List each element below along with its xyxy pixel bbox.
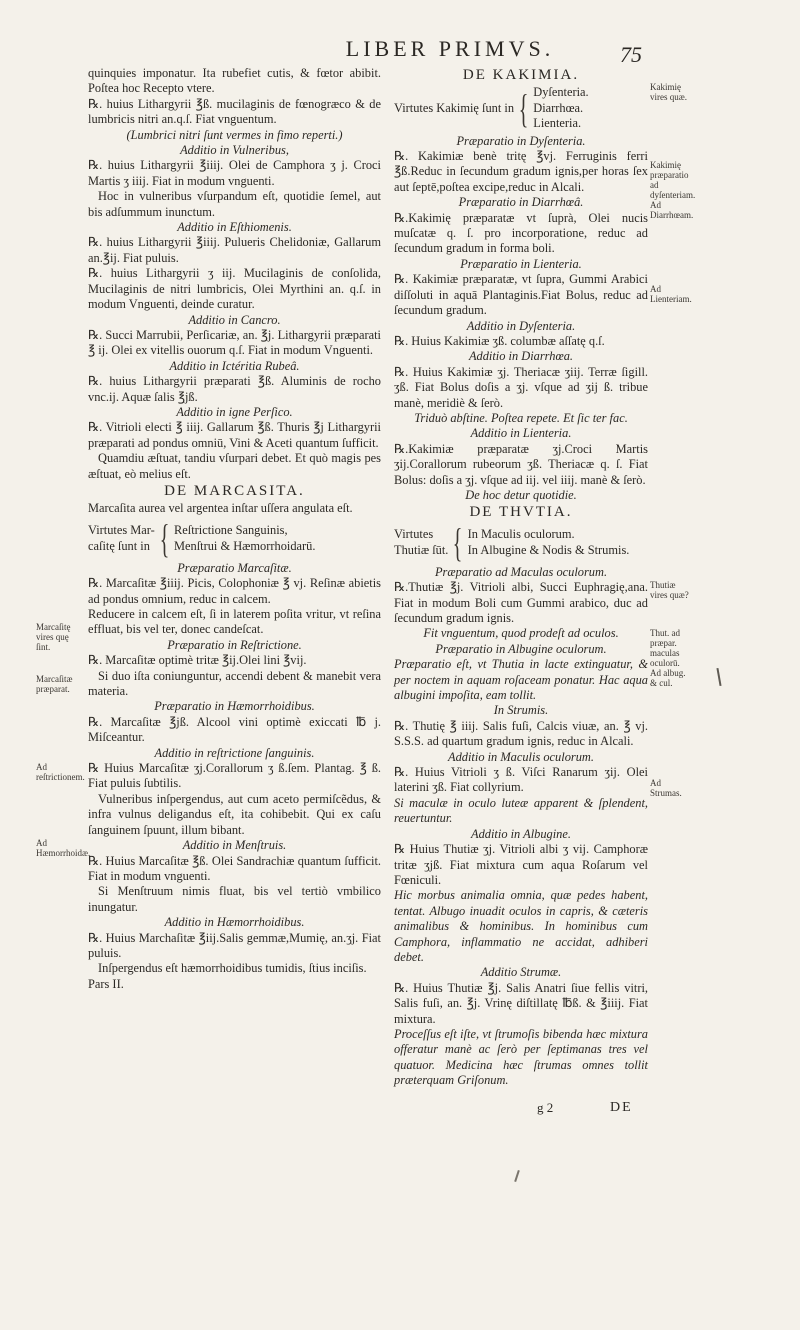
catchword: DE: [610, 1100, 633, 1115]
section-heading: DE MARCASITA.: [164, 482, 305, 499]
subheading: Additio in Hæmorrhoidibus.: [164, 915, 305, 930]
margin-note: Thutiæ vires quæ?: [650, 580, 689, 600]
paragraph: ℞. huius Lithargyrii ℥iiij. Olei de Camphora ʒ j. Croci Martis ʒ iiij. Fiat in modum vnguenti.: [88, 158, 381, 188]
paragraph: ℞. Huius Kakimiæ ʒj. Theriacæ ʒiij. Terræ ſigill. ʒß. Fiat Bolus doſis a ʒj. vſque ad ʒij ß. tribue manè, meridiè & ſerò.: [394, 364, 648, 410]
paragraph: ℞ Huius Thutiæ ʒj. Vitrioli albi ʒ vij. Camphoræ tritæ ʒjß. Fiat mixtura cum aqua Roſarum vel Fœniculi.: [394, 842, 648, 887]
paragraph: ℞. Succi Marrubii, Perſicariæ, an. ℥j. Lithargyrii præparati ℥ ij. Olei ex vitellis ouorum q.ſ. Fiat in modum Vnguenti.: [88, 327, 381, 358]
subheading: Additio in reſtrictione ſanguinis.: [154, 745, 315, 760]
paragraph: ℞. Huius Marchaſitæ ℥iij.Salis gemmæ,Mumię, an.ʒj. Fiat puluis.: [88, 930, 381, 960]
subheading: Præparatio in Albugine oculorum.: [435, 641, 607, 656]
folio-number: 75: [620, 42, 642, 67]
subheading: Additio in Ictéritia Rubeâ.: [169, 358, 300, 373]
brace-label: Thutiæ ſūt.: [394, 542, 449, 557]
margin-note: Ad Hæmorrhoidæ.: [36, 838, 91, 858]
virtues-brace: [394, 85, 648, 131]
brace-item: In Maculis oculorum.: [467, 527, 575, 542]
paragraph: Inſpergendus eſt hæmorrhoidibus tumidis, ſtius inciſis.: [98, 961, 367, 976]
paragraph: ℞. Huius Vitrioli ʒ ß. Viſci Ranarum ʒij. Olei laterini ʒß. Fiat collyrium.: [394, 765, 648, 795]
paragraph: ℞. huius Lithargyrii ℥iiij. Pulueris Chelidoniæ, Gallarum an.℥ij. Fiat puluis.: [88, 235, 381, 265]
subheading: Præparatio in Reſtrictione.: [167, 637, 302, 652]
paragraph: quinquies imponatur. Ita rubefiet cutis, & fœtor abibit. Poſtea hoc Recepto vtere.: [88, 66, 381, 96]
virtues-brace: [88, 515, 381, 561]
brace-item: Menſtrui & Hæmorrhoidarū.: [174, 538, 316, 553]
subheading: Additio in Menſtruis.: [182, 838, 287, 853]
paragraph: ℞. Huius Thutiæ ℥j. Salis Anatri ſiue fellis vitri, Salis fuſi, an. ℥j. Vrinę diſtillatę ℔ß. & ℥iiij. Fiat mixtura.: [394, 980, 648, 1026]
ink-mark: [514, 1170, 520, 1182]
subheading: Additio Strumæ.: [480, 965, 562, 980]
paragraph: ℞. Kakimiæ benè tritę ℥vj. Ferruginis ferri ℥ß.Reduc in ſecundum gradum ignis,per horas ſex aut ſeptē,poſtea excipe,reduc in Alcali.: [394, 149, 648, 194]
paragraph: ℞. Kakimiæ præparatæ, vt ſupra, Gummi Arabici diſſoluti in aquā Plantaginis.Fiat Bolus, reduc ad ſecundum gradum.: [394, 272, 648, 318]
subheading: Præparatio ad Maculas oculorum.: [434, 564, 608, 579]
subheading: Additio in Albugine.: [471, 826, 571, 841]
subheading: Additio in Eſthiomenis.: [177, 220, 292, 235]
subheading: Fit vnguentum, quod prodeſt ad oculos.: [423, 626, 619, 641]
paragraph: ℞.Kakimię præparatæ vt ſuprà, Olei nucis muſcatæ q. ſ. pro incorporatione, reduc ad ſecundum gradum in forma boli.: [394, 210, 648, 256]
subheading: In Strumis.: [493, 703, 549, 718]
subheading: Præparatio in Dyſenteria.: [456, 133, 586, 148]
margin-note: Kakimię præparatio ad dyſenteriam. Ad Diarrhœam.: [650, 160, 696, 220]
margin-note: Thut. ad præpar. maculas oculorū. Ad albug. & cul.: [650, 628, 686, 688]
margin-note: Ad reſtrictionem.: [36, 762, 85, 782]
brace-glyph: {: [453, 519, 463, 565]
paragraph: ℞. Marcaſitæ optimè tritæ ℥ij.Olei lini ℥vij.: [88, 653, 307, 668]
brace-glyph: {: [159, 515, 170, 561]
ink-mark: [716, 668, 721, 686]
subheading: Additio in Dyſenteria.: [466, 318, 576, 333]
subheading: Additio in igne Perſico.: [176, 404, 293, 419]
virtues-brace: [394, 519, 648, 565]
brace-item: Dyſenteria.: [533, 85, 589, 100]
paragraph: Reducere in calcem eſt, ſi in laterem poſita vritur, vt reſina effluat, bis vel ter, donec candeſcat.: [88, 607, 381, 637]
paragraph: Proceſſus eſt iſte, vt ſtrumoſis bibenda hæc mixtura offeratur manè ac ſerò per ſeptimanas tres vel quatuor. Medicina hæc ſtrumas omnes tollit præterquam Griſonum.: [394, 1026, 648, 1088]
running-title: LIBER PRIMVS.: [345, 36, 555, 61]
brace-item: In Albugine & Nodis & Strumis.: [467, 542, 630, 557]
section-heading: DE THVTIA.: [469, 504, 573, 521]
brace-label: Virtutes: [394, 527, 434, 542]
subheading: De hoc detur quotidie.: [465, 487, 577, 502]
paragraph: ℞. Marcaſitæ ℥jß. Alcool vini optimè exiccati ℔ j. Miſceantur.: [88, 714, 381, 745]
paragraph: Si maculæ in oculo luteæ apparent & ſplendent, reuertuntur.: [394, 795, 648, 826]
paragraph: ℞. huius Lithargyrii præparati ℥ß. Aluminis de rocho vnc.ij. Aquæ ſalis ℥jß.: [88, 374, 381, 404]
subheading: Additio in Maculis oculorum.: [448, 749, 594, 764]
paragraph: Hoc in vulneribus vſurpandum eſt, quotidie ſemel, aut bis adſummum inunctum.: [88, 189, 381, 219]
paragraph: Pars II.: [88, 976, 124, 991]
paragraph: ℞. Marcaſitæ ℥iiij. Picis, Colophoniæ ℥ vj. Reſinæ abietis ad pondus omnium, reduc in calcem.: [88, 576, 381, 606]
subheading: Additio in Cancro.: [188, 312, 281, 327]
paragraph: ℞. Vitrioli electi ℥ iiij. Gallarum ℥ß. Thuris ℥j Lithargyrii præparati ad pondus omniū, Vini & Aceti quantum ſufficit.: [88, 420, 381, 450]
paragraph: ℞. Huius Kakimiæ ʒß. columbæ aſſatę q.ſ.: [394, 333, 605, 348]
margin-note: Kakimię vires quæ.: [650, 82, 687, 102]
margin-note: Marcaſitæ præparat.: [36, 674, 73, 694]
paragraph: ℞. Thutię ℥ iiij. Salis fuſi, Calcis viuæ, an. ℥ vj. S.S.S. ad quartum gradum ignis, reduc in Alcali.: [394, 718, 648, 749]
subheading: Præparatio in Lienteria.: [460, 256, 582, 271]
brace-item: Reſtrictione Sanguinis,: [174, 523, 288, 538]
paragraph: Si Menſtruum nimis fluat, bis vel tertiò vmbilico inungatur.: [88, 884, 381, 914]
subheading: Præparatio in Diarrhœâ.: [458, 195, 584, 210]
left-column: [88, 66, 381, 992]
subheading: Additio in Diarrhœa.: [468, 349, 574, 364]
paragraph: Hic morbus animalia omnia, quæ pedes habent, tentat. Albugo inuadit oculos in capris, & cæteris animalibus & hominibus. In hominibus cum Camphora, inflammatio ne accidat, adhiberi debet.: [394, 888, 648, 964]
paragraph: ℞.Thutiæ ℥j. Vitrioli albi, Succi Euphragię,ana. Fiat in modum Boli cum Gummi arabico, duc ad ſecundum gradum ignis.: [394, 580, 648, 625]
paragraph: Præparatio eſt, vt Thutia in lacte extinguatur, & per noctem in aquam roſaceam ponatur. Hac aqua albugini impoſita, eam tollit.: [394, 657, 648, 703]
margin-note: Marcaſitę vires quę ſint.: [36, 622, 71, 652]
subheading: Præparatio in Hæmorrhoidibus.: [154, 699, 315, 714]
paragraph: Quamdiu æſtuat, tandiu vſurpari debet. Et quò magis pes æſtuat, eò melius eſt.: [88, 451, 381, 481]
section-heading: DE KAKIMIA.: [462, 67, 580, 83]
paragraph: Marcaſita aurea vel argentea inſtar uſſera angulata eſt.: [88, 501, 353, 516]
signature-mark: g 2: [537, 1100, 554, 1115]
paragraph: Si duo iſta coniunguntur, accendi debent & manebit vera materia.: [88, 668, 381, 699]
subheading: Triduò abſtine. Poſtea repete. Et ſic ter fac.: [414, 410, 628, 425]
margin-note: Ad Strumas.: [650, 778, 682, 798]
brace-glyph: {: [518, 85, 529, 131]
brace-item: Diarrhœa.: [533, 100, 584, 115]
paragraph: Vulneribus inſpergendus, aut cum aceto permiſcẽdus, & infra vulnus deligandus eſt, ita cohibebit. Qui ex caſu ſanguinem ſpuunt, illum bibant.: [88, 791, 381, 837]
paragraph: ℞. huius Lithargyrii ℥ß. mucilaginis de fœnogræco & de lumbricis nitri an.q.ſ. Fiat vnguentum.: [88, 96, 381, 127]
paragraph: ℞. Huius Marcaſitæ ℥ß. Olei Sandrachiæ quantum ſufficit. Fiat in modum vnguenti.: [88, 853, 381, 883]
brace-label: Virtutes Mar-: [88, 523, 155, 538]
paragraph: ℞ Huius Marcaſitæ ʒj.Corallorum ʒ ß.ſem. Plantag. ℥ ß. Fiat puluis ſubtilis.: [88, 761, 381, 791]
paragraph: ℞. huius Lithargyrii ʒ iij. Mucilaginis de conſolida, Mucilaginis de nitri lumbricis, Olei Myrthini an. q.ſ. in modum Vnguenti, deinde curatur.: [88, 266, 381, 312]
brace-item: Lienteria.: [533, 116, 582, 131]
subheading: Additio in Lienteria.: [470, 426, 572, 441]
brace-label: Virtutes Kakimię ſunt in: [394, 100, 515, 115]
paragraph: ℞.Kakimiæ præparatæ ʒj.Croci Martis ʒij.Corallorum rubeorum ʒß. Theriacæ q. ſ. Fiat Bolus: doſis a ʒj. vſque ad iij. vel iiij. manè & ſerò.: [394, 441, 648, 487]
right-column: [394, 66, 648, 1089]
margin-note: Ad Lienteriam.: [650, 284, 692, 304]
subheading: Additio in Vulneribus,: [180, 143, 289, 158]
subheading: (Lumbrici nitri ſunt vermes in fimo reperti.): [126, 127, 343, 142]
brace-label: caſitę ſunt in: [88, 538, 150, 553]
subheading: Præparatio Marcaſitæ.: [177, 560, 292, 575]
